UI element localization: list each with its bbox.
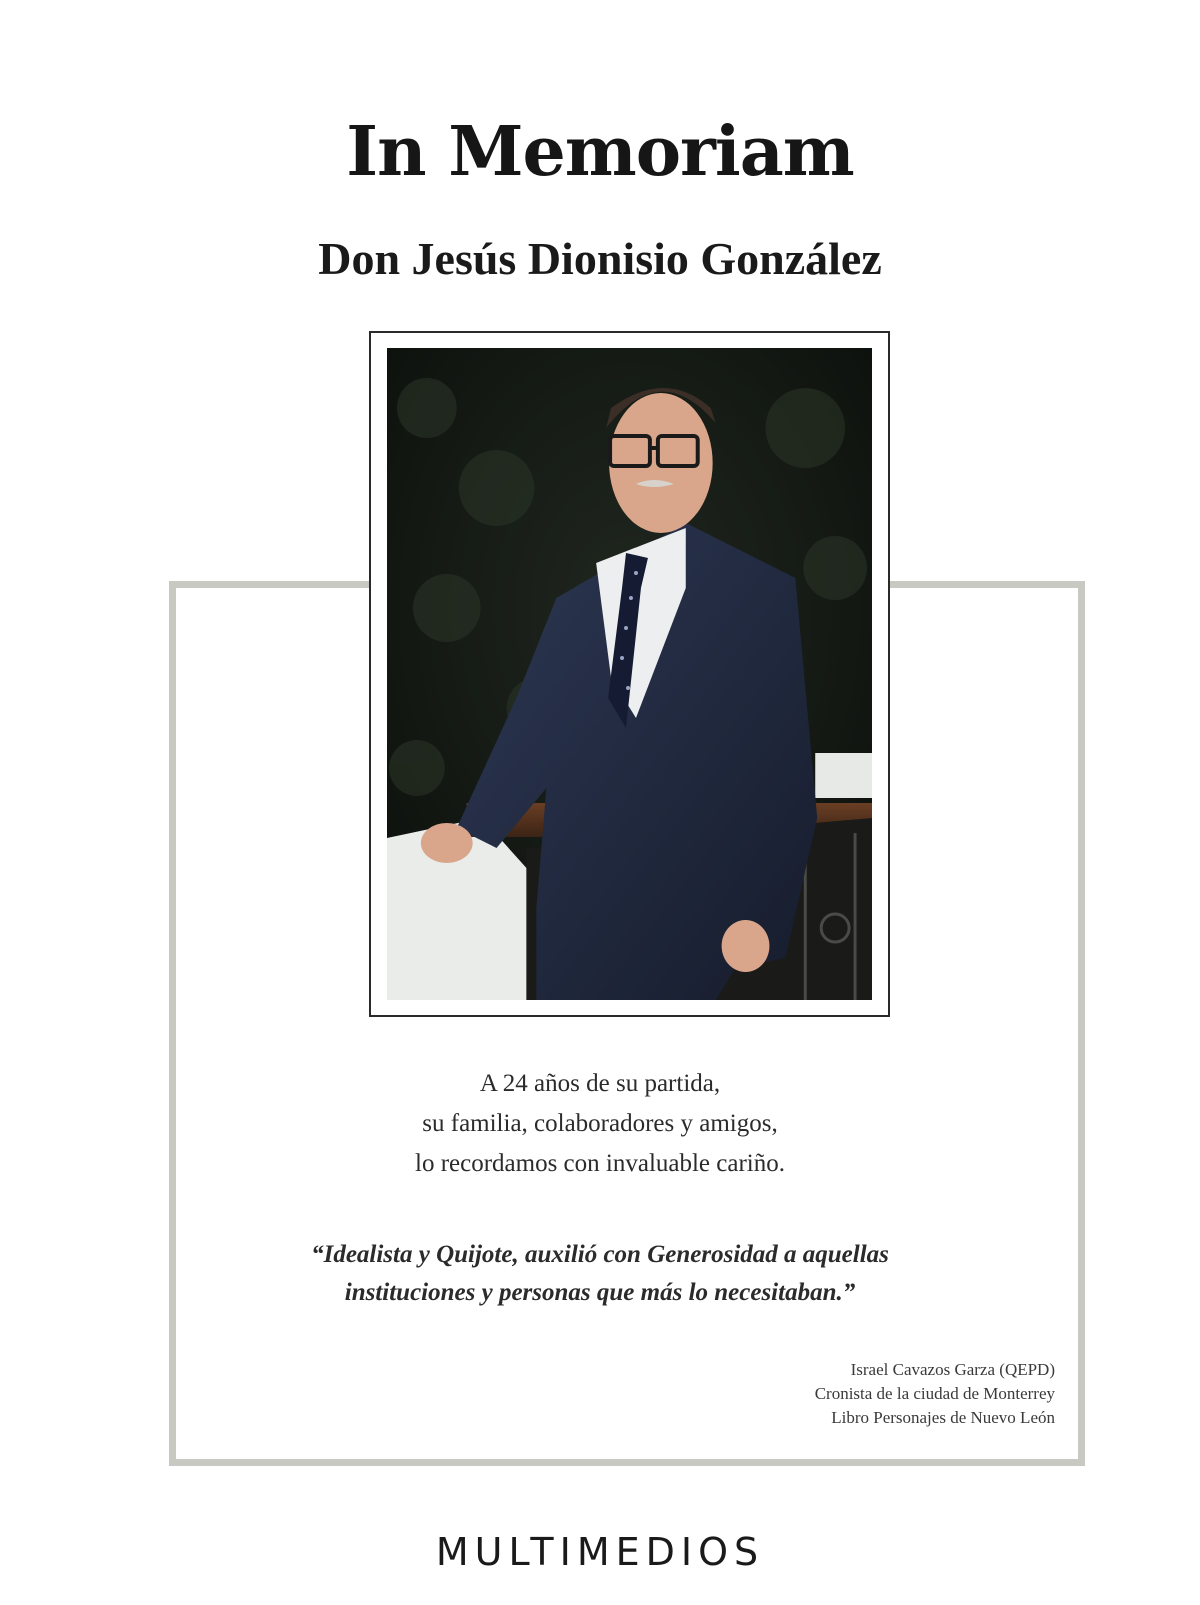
attribution-author: Israel Cavazos Garza (QEPD) [850,1360,1055,1379]
quote-line: “Idealista y Quijote, auxilió con Generosidad a aquellas [311,1241,889,1268]
portrait-photo [387,348,872,1000]
honoree-name: Don Jesús Dionisio González [318,233,882,284]
memorial-quote [0,1236,1200,1312]
attribution-source: Libro Personajes de Nuevo León [831,1408,1055,1427]
quote-line: instituciones y personas que más lo necesitaban.” [344,1279,856,1306]
remembrance-line: A 24 años de su partida, [479,1070,721,1097]
remembrance-text [0,1064,1200,1184]
remembrance-line: su familia, colaboradores y amigos, [422,1110,778,1137]
multimedios-logo: MULTIMEDIOS [435,1530,765,1574]
page-title: In Memoriam [346,112,854,192]
remembrance-line: lo recordamos con invaluable cariño. [415,1150,785,1177]
attribution-role: Cronista de la ciudad de Monterrey [814,1384,1055,1403]
portrait-frame [369,331,890,1017]
quote-attribution [655,1358,1055,1430]
